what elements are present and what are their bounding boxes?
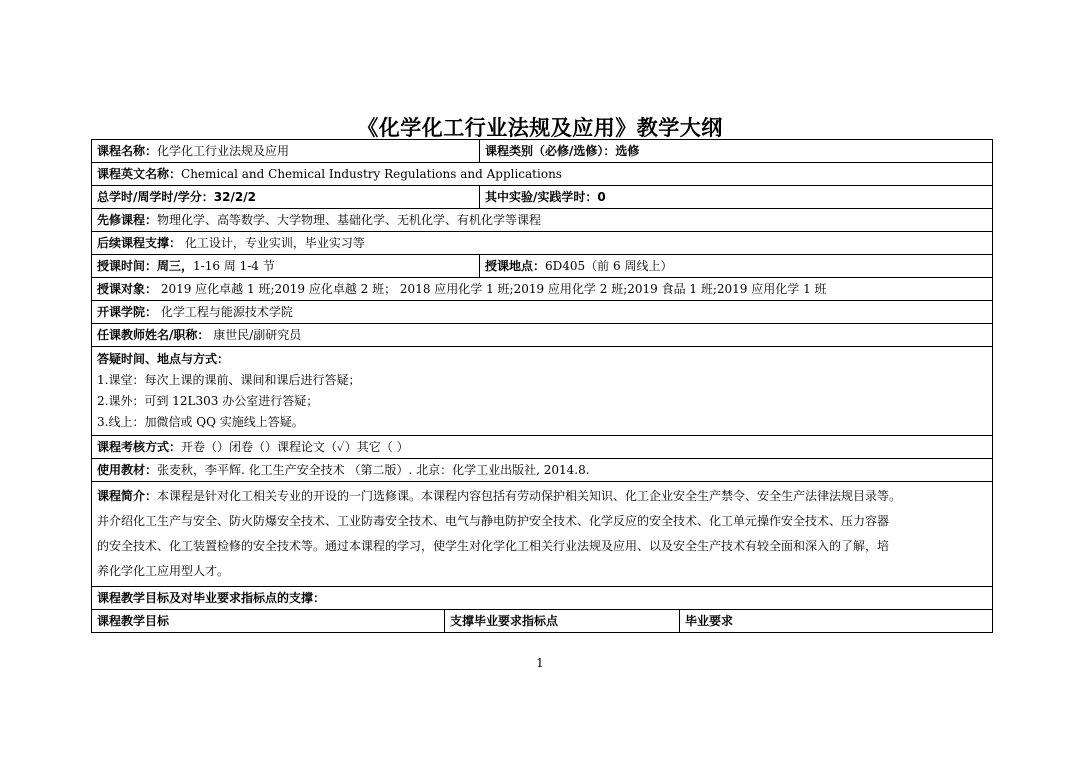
- course-name-cell: [92, 140, 479, 162]
- intro-label: 课程简介：: [97, 489, 158, 503]
- follow-up-label: 后续课程支撑：: [97, 236, 182, 250]
- textbook-label: 使用教材：: [97, 463, 158, 477]
- course-name-value: 化学化工行业法规及应用: [157, 144, 290, 158]
- location-label: 授课地点：: [485, 259, 546, 273]
- intro-line: 的安全技术、化工装置检修的安全技术等。通过本课程的学习，使学生对化学化工相关行业法规及应用、以及安全生产技术有较全面和深入的了解，培: [97, 539, 890, 553]
- college-cell: [92, 301, 992, 323]
- row-follow-up: [92, 232, 992, 255]
- qa-line: 3.线上：加微信或 QQ 实施线上答疑。: [97, 415, 304, 429]
- qa-line: 1.课堂：每次上课的课前、课间和课后进行答疑；: [97, 373, 361, 387]
- prerequisites-cell: [92, 209, 992, 231]
- teacher-label: 任课教师姓名/职称：: [97, 328, 210, 342]
- audience-value: 2019 应化卓越 1 班;2019 应化卓越 2 班； 2018 应用化学 1 班;2019 应用化学 2 班;2019 食品 1 班;2019 应用化学 1 班: [157, 282, 827, 296]
- objectives-label: 课程教学目标及对毕业要求指标点的支撑：: [97, 591, 326, 605]
- qa-label: 答疑时间、地点与方式：: [97, 352, 230, 366]
- follow-up-cell: [92, 232, 992, 254]
- prerequisites-label: 先修课程：: [97, 213, 158, 227]
- intro-line: 并介绍化工生产与安全、防火防爆安全技术、工业防毒安全技术、电气与静电防护安全技术、化学反应的安全技术、化工单元操作安全技术、压力容器: [97, 514, 890, 528]
- prerequisites-value: 物理化学、高等数学、大学物理、基础化学、无机化学、有机化学等课程: [157, 213, 542, 227]
- schedule-cell: [92, 255, 479, 277]
- page-number: 1: [536, 656, 544, 670]
- syllabus-table: [91, 139, 993, 633]
- english-name-value: Chemical and Chemical Industry Regulations and Applications: [181, 167, 562, 181]
- objectives-header-goal: 课程教学目标: [97, 614, 170, 628]
- row-course-name: [92, 140, 992, 163]
- row-qa: [92, 347, 992, 436]
- objectives-header-requirement: 毕业要求: [679, 610, 992, 632]
- row-english-name: [92, 163, 992, 186]
- intro-text: 本课程是针对化工相关专业的开设的一门选修课。本课程内容包括有劳动保护相关知识、化工企业安全生产禁令、安全生产法律法规目录等。: [157, 489, 902, 503]
- location-value: 6D405（前 6 周线上）: [545, 259, 673, 273]
- page-title: 《化学化工行业法规及应用》教学大纲: [357, 116, 723, 140]
- assessment-cell: [92, 436, 992, 458]
- qa-cell: [92, 347, 992, 435]
- row-objectives-header: [92, 610, 992, 632]
- assessment-label: 课程考核方式：: [97, 440, 182, 454]
- follow-up-value: 化工设计，专业实训，毕业实习等: [181, 236, 365, 250]
- assessment-value: 开卷（）闭卷（）课程论文（✓）其它（ ）: [181, 440, 409, 454]
- row-hours: [92, 186, 992, 209]
- lab-hours-label: 其中实验/实践学时：0: [485, 190, 606, 204]
- row-objectives-title: [92, 587, 992, 610]
- intro-cell: [92, 482, 992, 586]
- row-textbook: [92, 459, 992, 482]
- row-assessment: [92, 436, 992, 459]
- course-name-label: 课程名称：: [97, 144, 158, 158]
- objectives-title-cell: [92, 587, 992, 609]
- teacher-cell: [92, 324, 992, 346]
- row-audience: [92, 278, 992, 301]
- college-label: 开课学院：: [97, 305, 158, 319]
- college-value: 化学工程与能源技术学院: [157, 305, 293, 319]
- textbook-cell: [92, 459, 992, 481]
- textbook-value: 张麦秋，李平辉. 化工生产安全技术 （第二版）. 北京：化学工业出版社, 2014.8.: [157, 463, 590, 477]
- hours-cell: [92, 186, 479, 208]
- lab-hours-cell: [479, 186, 992, 208]
- row-prerequisites: [92, 209, 992, 232]
- row-schedule: [92, 255, 992, 278]
- course-type-label: 课程类别（必修/选修）：选修: [485, 144, 640, 158]
- location-cell: [479, 255, 992, 277]
- course-type-cell: [479, 140, 992, 162]
- qa-line: 2.课外：可到 12L303 办公室进行答疑；: [97, 394, 319, 408]
- schedule-label: 授课时间：周三，: [97, 259, 194, 273]
- teacher-value: 康世民/副研究员: [209, 328, 302, 342]
- audience-cell: [92, 278, 992, 300]
- english-name-cell: [92, 163, 992, 185]
- objectives-header-indicator: 支撑毕业要求指标点: [444, 610, 679, 632]
- intro-line: 养化学化工应用型人才。: [97, 564, 230, 578]
- row-teacher: [92, 324, 992, 347]
- audience-label: 授课对象：: [97, 282, 158, 296]
- row-college: [92, 301, 992, 324]
- schedule-value: 1-16 周 1-4 节: [193, 259, 275, 273]
- english-name-label: 课程英文名称：: [97, 167, 182, 181]
- row-intro: [92, 482, 992, 587]
- hours-label: 总学时/周学时/学分：32/2/2: [97, 190, 256, 204]
